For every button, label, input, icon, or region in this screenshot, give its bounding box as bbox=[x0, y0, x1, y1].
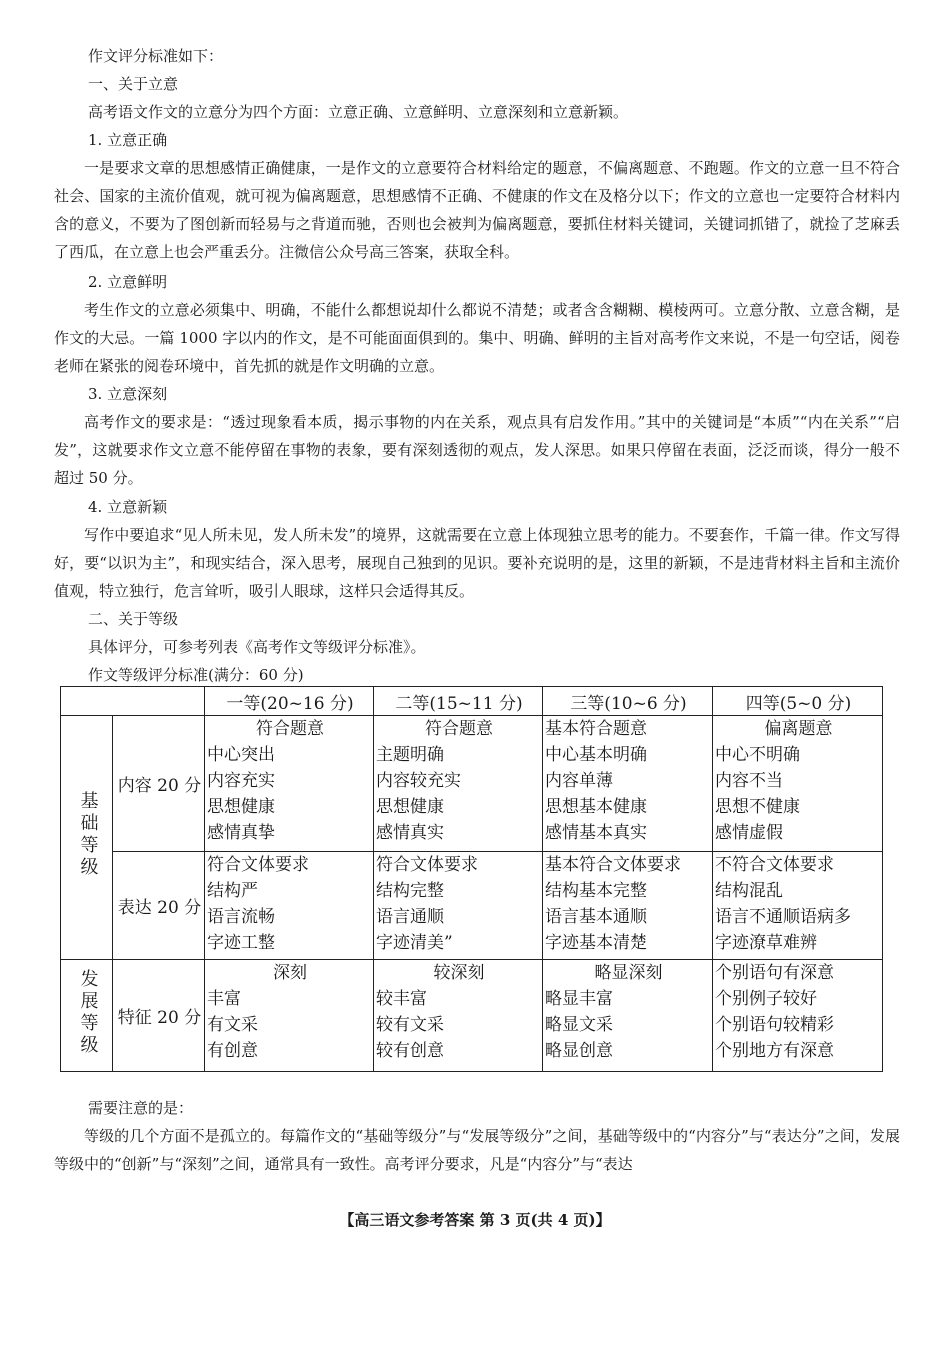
paragraph-correct: 一是要求文章的思想感情正确健康，一是作文的立意要符合材料给定的题意，不偏离题意、不跑题。作文的立意一旦不符合社会、国家的主流价值观，就可视为偏离题意，思想感情不正确、不健康的作文在及格分以下；作文的立意也一定要符合材料内含的意义，不要为了图创新而轻易与之背道而驰，否则也会被判为偏离题意，要抓住材料关键词，关键词抓错了，就捡了芝麻丢了西瓜，在立意上也会严重丢分。注微信公众号高三答案，获取全科。 bbox=[54, 159, 900, 261]
cell-line: 语言不通顺语病多 bbox=[715, 907, 851, 927]
group-basic-label: 基础等级 bbox=[77, 791, 99, 879]
section-1-intro: 高考语文作文的立意分为四个方面：立意正确、立意鲜明、立意深刻和立意新颖。 bbox=[88, 103, 629, 121]
cell-line: 内容充实 bbox=[207, 771, 275, 791]
cell-line: 有创意 bbox=[207, 1041, 258, 1061]
cell-line: 个别例子较好 bbox=[715, 989, 817, 1009]
cell-line: 结构基本完整 bbox=[545, 881, 647, 901]
cell-line: 中心基本明确 bbox=[545, 745, 647, 765]
cell-line: 感情基本真实 bbox=[545, 823, 647, 843]
cell-line: 结构混乱 bbox=[715, 881, 783, 901]
subheading-4: 4. 立意新颖 bbox=[88, 498, 168, 516]
expr-grade-1 bbox=[205, 852, 374, 960]
cell-line: 思想不健康 bbox=[715, 797, 800, 817]
cell-line: 结构严 bbox=[207, 881, 258, 901]
cell-line: 略显创意 bbox=[545, 1041, 613, 1061]
cell-line: 语言通顺 bbox=[376, 907, 444, 927]
content-grade-1 bbox=[205, 716, 374, 852]
cell-line: 符合文体要求 bbox=[376, 855, 478, 875]
section-heading-1: 一、关于立意 bbox=[88, 75, 179, 93]
paragraph-deep: 高考作文的要求是：“透过现象看本质，揭示事物的内在关系，观点具有启发作用。”其中的关键词是“本质”“内在关系”“启发”，这就要求作文立意不能停留在事物的表象，要有深刻透彻的观点，发人深思。如果只停留在表面，泛泛而谈，得分一般不超过 50 分。 bbox=[54, 413, 900, 487]
table-caption: 作文等级评分标准(满分：60 分) bbox=[88, 666, 304, 684]
cell-line: 字迹潦草难辨 bbox=[715, 933, 817, 953]
header-grade-2: 二等(15~11 分) bbox=[374, 687, 543, 716]
paragraph-distinct: 考生作文的立意必须集中、明确，不能什么都想说却什么都说不清楚；或者含含糊糊、模棱两可。立意分散、立意含糊，是作文的大忌。一篇 1000 字以内的作文，是不可能面面俱到的。集中、明确、鲜明的主旨对高考作文来说，不是一句空话，阅卷老师在紧张的阅卷环境中，首先抓的就是作文明确的立意。 bbox=[54, 301, 900, 375]
cell-line: 内容不当 bbox=[715, 771, 783, 791]
header-grade-1: 一等(20~16 分) bbox=[205, 687, 374, 716]
subheading-2: 2. 立意鲜明 bbox=[88, 273, 168, 291]
cell-line: 中心突出 bbox=[207, 745, 275, 765]
feature-grade-4 bbox=[713, 960, 883, 1072]
cell-line: 个别语句有深意 bbox=[715, 963, 834, 983]
content-grade-4 bbox=[713, 716, 883, 852]
cell-line: 较丰富 bbox=[376, 989, 427, 1009]
intro-line: 作文评分标准如下： bbox=[88, 47, 224, 65]
header-grade-3: 三等(10~6 分) bbox=[543, 687, 713, 716]
paragraph-novel: 写作中要追求“见人所未见，发人所未发”的境界，这就需要在立意上体现独立思考的能力。不要套作，千篇一律。作文写得好，要“以识为主”，和现实结合，深入思考，展现自己独到的见识。要补充说明的是，这里的新颖，不是违背材料主旨和主流价值观，特立独行，危言耸听，吸引人眼球，这样只会适得其反。 bbox=[54, 526, 900, 600]
cell-line: 略显深刻 bbox=[594, 963, 663, 983]
cell-line: 个别地方有深意 bbox=[715, 1041, 834, 1061]
cell-line: 个别语句较精彩 bbox=[715, 1015, 834, 1035]
group-development bbox=[61, 960, 113, 1072]
content-grade-3 bbox=[543, 716, 713, 852]
cell-line: 基本符合文体要求 bbox=[545, 855, 681, 875]
cell-line: 感情真实 bbox=[376, 823, 444, 843]
cell-line: 符合文体要求 bbox=[207, 855, 309, 875]
cell-line: 中心不明确 bbox=[715, 745, 800, 765]
row-content-label: 内容 20 分 bbox=[113, 716, 205, 852]
feature-grade-3 bbox=[543, 960, 713, 1072]
cell-line: 较有创意 bbox=[376, 1041, 444, 1061]
cell-line: 思想健康 bbox=[376, 797, 444, 817]
cell-line: 符合题意 bbox=[425, 719, 493, 739]
expr-grade-3 bbox=[543, 852, 713, 960]
cell-line: 语言流畅 bbox=[207, 907, 275, 927]
cell-line: 符合题意 bbox=[256, 719, 324, 739]
row-feature-label: 特征 20 分 bbox=[113, 960, 205, 1072]
cell-line: 字迹清美” bbox=[376, 933, 453, 953]
header-grade-4: 四等(5~0 分) bbox=[713, 687, 883, 716]
page-footer: 【高三语文参考答案 第 3 页(共 4 页)】 bbox=[339, 1211, 611, 1229]
cell-line: 感情虚假 bbox=[715, 823, 783, 843]
cell-line: 感情真挚 bbox=[207, 823, 275, 843]
cell-line: 字迹基本清楚 bbox=[545, 933, 647, 953]
cell-line: 有文采 bbox=[207, 1015, 258, 1035]
subheading-3: 3. 立意深刻 bbox=[88, 385, 168, 403]
cell-line: 语言基本通顺 bbox=[545, 907, 647, 927]
row-expression-label: 表达 20 分 bbox=[113, 852, 205, 960]
cell-line: 丰富 bbox=[207, 989, 241, 1009]
subheading-1: 1. 立意正确 bbox=[88, 131, 168, 149]
expr-grade-2 bbox=[374, 852, 543, 960]
grading-table bbox=[60, 686, 883, 1072]
cell-line: 基本符合题意 bbox=[545, 719, 647, 739]
header-blank bbox=[61, 687, 205, 716]
section-2-intro: 具体评分，可参考列表《高考作文等级评分标准》。 bbox=[88, 638, 426, 656]
cell-line: 略显文采 bbox=[545, 1015, 613, 1035]
section-heading-2: 二、关于等级 bbox=[88, 610, 179, 628]
cell-line: 偏离题意 bbox=[764, 719, 833, 739]
group-basic bbox=[61, 716, 113, 960]
expr-grade-4 bbox=[713, 852, 883, 960]
note-paragraph: 等级的几个方面不是孤立的。每篇作文的“基础等级分”与“发展等级分”之间，基础等级中的“内容分”与“表达分”之间，发展等级中的“创新”与“深刻”之间，通常具有一致性。高考评分要求，凡是“内容分”与“表达 bbox=[54, 1127, 900, 1173]
feature-grade-2 bbox=[374, 960, 543, 1072]
cell-line: 主题明确 bbox=[376, 745, 444, 765]
cell-line: 字迹工整 bbox=[207, 933, 275, 953]
cell-line: 深刻 bbox=[273, 963, 307, 983]
note-heading: 需要注意的是： bbox=[88, 1099, 194, 1117]
table-row bbox=[61, 716, 883, 852]
cell-line: 思想基本健康 bbox=[545, 797, 647, 817]
cell-line: 略显丰富 bbox=[545, 989, 613, 1009]
table-row bbox=[61, 852, 883, 960]
cell-line: 较有文采 bbox=[376, 1015, 444, 1035]
content-grade-2 bbox=[374, 716, 543, 852]
cell-line: 内容较充实 bbox=[376, 771, 461, 791]
table-row bbox=[61, 960, 883, 1072]
cell-line: 较深刻 bbox=[433, 963, 485, 983]
cell-line: 内容单薄 bbox=[545, 771, 613, 791]
cell-line: 结构完整 bbox=[376, 881, 444, 901]
feature-grade-1 bbox=[205, 960, 374, 1072]
group-development-label: 发展等级 bbox=[77, 969, 99, 1057]
cell-line: 不符合文体要求 bbox=[715, 855, 834, 875]
table-header-row bbox=[61, 687, 883, 716]
cell-line: 思想健康 bbox=[207, 797, 275, 817]
